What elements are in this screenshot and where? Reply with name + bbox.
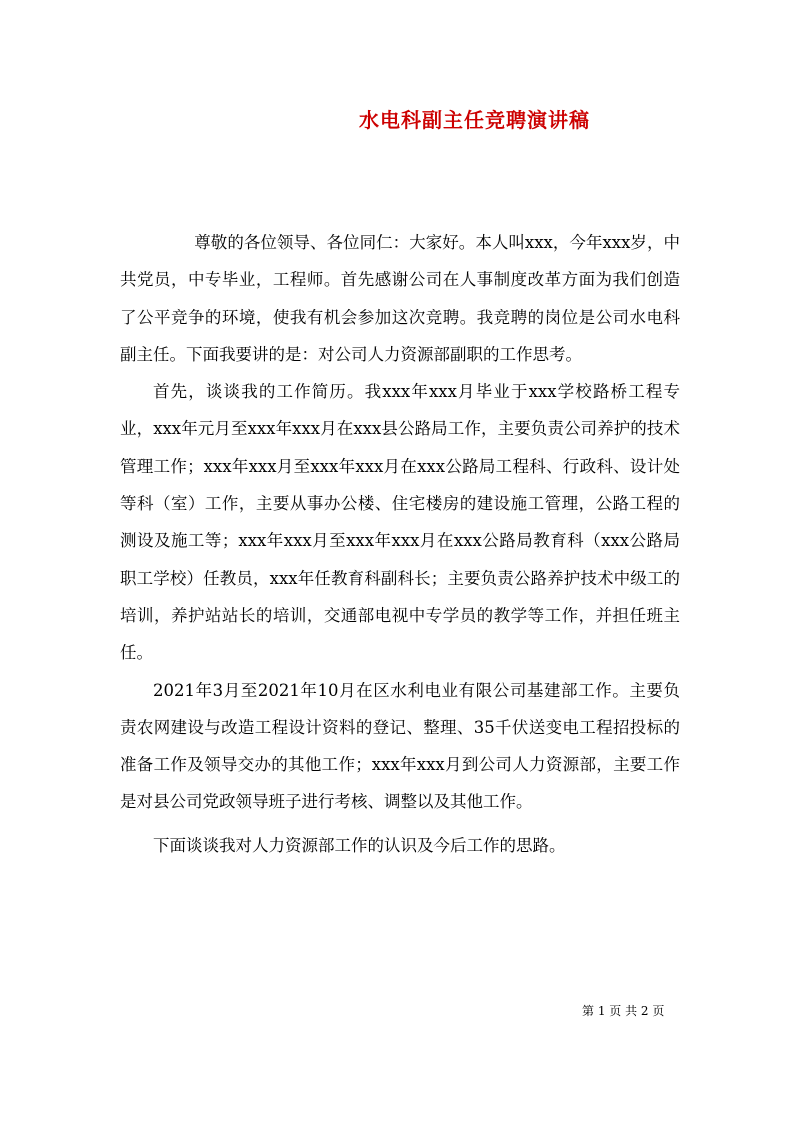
document-body: [120, 224, 680, 864]
page-number: 第 1 页 共 2 页: [582, 1004, 665, 1018]
document-title: 水电科副主任竞聘演讲稿: [359, 108, 590, 132]
paragraph-next-topic: 下面谈谈我对人力资源部工作的认识及今后工作的思路。: [153, 835, 566, 855]
paragraph-greeting: 尊敬的各位领导、各位同仁：大家好。本人叫xxx，今年xxx岁，中共党员，中专毕业，工程师。首先感谢公司在人事制度改革方面为我们创造了公平竞争的环境，使我有机会参加这次竞聘。我竞聘的岗位是公司水电科副主任。下面我要讲的是：对公司人力资源部副职的工作思考。: [120, 233, 680, 364]
paragraph-recent-work: 2021年3月至2021年10月在区水利电业有限公司基建部工作。主要负责农网建设与改造工程设计资料的登记、整理、35千伏送变电工程招投标的准备工作及领导交办的其他工作；xxx年xxx月到公司人力资源部，主要工作是对县公司党政领导班子进行考核、调整以及其他工作。: [120, 680, 680, 812]
paragraph-work-history: 首先，谈谈我的工作简历。我xxx年xxx月毕业于xxx学校路桥工程专业，xxx年元月至xxx年xxx月在xxx县公路局工作，主要负责公司养护的技术管理工作；xxx年xxx月至xxx年xxx月在xxx公路局工程科、行政科、设计处等科（室）工作，主要从事办公楼、住宅楼房的建设施工管理，公路工程的测设及施工等；xxx年xxx月至xxx年xxx月在xxx公路局教育科（xxx公路局职工学校）任教员，xxx年任教育科副科长；主要负责公路养护技术中级工的培训，养护站站长的培训，交通部电视中专学员的教学等工作，并担任班主任。: [120, 382, 680, 663]
